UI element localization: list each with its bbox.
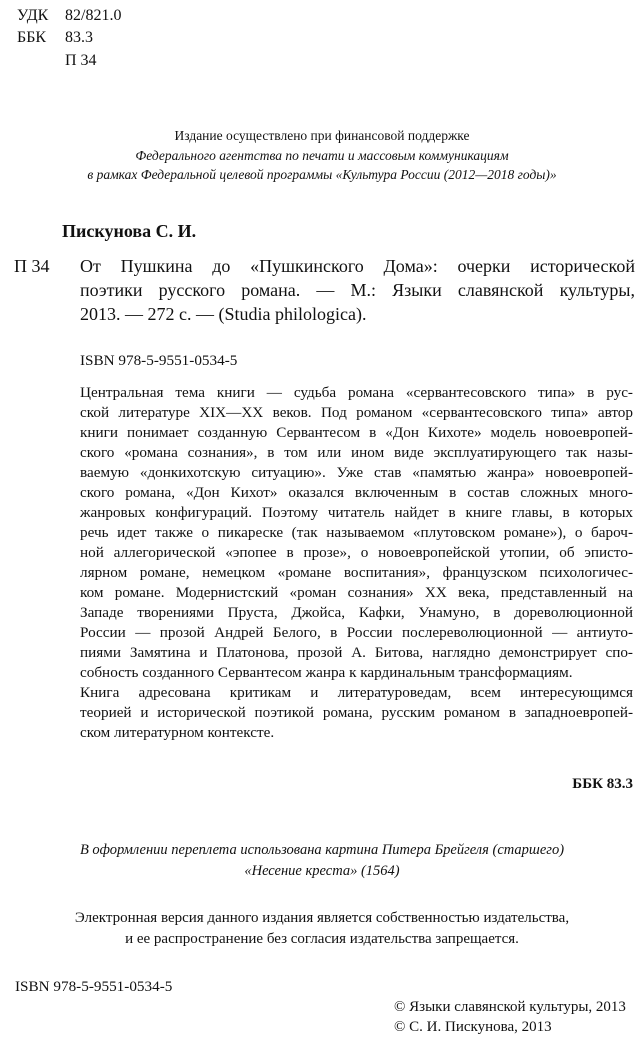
copyright-publisher: © Языки славянской культуры, 2013 bbox=[394, 999, 626, 1015]
sponsor-line-3: в рамках Федеральной целевой программы «Культура России (2012—2018 годы)» bbox=[87, 167, 557, 182]
annotation-line: Центральная тема книги — судьба романа «сервантесовского типа» в рус- bbox=[80, 384, 633, 401]
bibliography-entry bbox=[80, 254, 635, 326]
annotation-line: Западе творениями Пруста, Джойса, Кафки, Унамуно, в дореволюционной bbox=[80, 604, 633, 621]
bibliography-line: 2013. — 272 с. — (Studia philologica). bbox=[80, 304, 367, 324]
annotation-line: ваемую «донкихотскую ситуацию». Уже став «памятью жанра» новоевропей- bbox=[80, 464, 633, 481]
annotation-line: ской литературе XIX—XX веков. Под романом «сервантесовского типа» автор bbox=[80, 404, 633, 421]
bbk-footer: ББК 83.3 bbox=[572, 776, 633, 792]
annotation-line: теорией и исторической поэтикой романа, русским романом в западноевропей- bbox=[80, 704, 633, 721]
udk-value: 82/821.0 bbox=[65, 7, 122, 24]
annotation-line: книги понимает созданную Сервантесом в «Дон Кихоте» модель новоевропей- bbox=[80, 424, 633, 441]
cover-note-line-1: В оформлении переплета использована картина Питера Брейгеля (старшего) bbox=[79, 842, 565, 858]
bbk-label: ББК bbox=[17, 29, 47, 46]
author-name: Пискунова С. И. bbox=[62, 221, 197, 241]
annotation-line: собность созданного Сервантесом жанра к кардинальным трансформациям. bbox=[80, 664, 573, 681]
bibliography-mark: П 34 bbox=[14, 256, 50, 276]
bibliography-line: От Пушкина до «Пушкинского Дома»: очерки исторической bbox=[80, 256, 635, 276]
annotation-line: речь идет также о пикареске (так называемом «плутовском романе»), о бароч- bbox=[80, 524, 633, 541]
annotation-line: ком романе. Модернистский «роман сознания» XX века, представленный на bbox=[80, 584, 633, 601]
sponsor-line-2: Федерального агентства по печати и массовым коммуникациям bbox=[135, 148, 509, 163]
isbn-footer: ISBN 978-5-9551-0534-5 bbox=[15, 978, 173, 995]
annotation-line: ского романа, «Дон Кихот» оказался включенным в состав сложных много- bbox=[80, 484, 633, 501]
annotation-line: России — прозой Андрей Белого, в России послереволюционной — антиуто- bbox=[80, 624, 633, 641]
annotation-line: пиями Замятина и Платонова, прозой А. Битова, наглядно демонстрирует спо- bbox=[80, 644, 633, 661]
annotation-line: жанровых конфигураций. Поэтому читатель найдет в книге главы, в которых bbox=[80, 504, 633, 521]
bibliography-line: поэтики русского романа. — М.: Языки славянской культуры, bbox=[80, 280, 635, 300]
annotation-line: ском литературном контексте. bbox=[80, 724, 275, 741]
cover-note-line-2: «Несение креста» (1564) bbox=[244, 863, 400, 879]
udk-label: УДК bbox=[17, 7, 49, 24]
notice-line-1: Электронная версия данного издания является собственностью издательства, bbox=[74, 910, 570, 926]
sponsor-line-1: Издание осуществлено при финансовой поддержке bbox=[174, 128, 470, 143]
annotation-line: Книга адресована критикам и литературоведам, всем интересующимся bbox=[80, 684, 633, 701]
annotation bbox=[80, 383, 633, 743]
annotation-line: ной аллегорической «эпопее в прозе», о новоевропейской утопии, об эписто- bbox=[80, 544, 633, 561]
annotation-line: лярном романе, немецком «романе воспитания», французском психологичес- bbox=[80, 564, 633, 581]
notice-line-2: и ее распространение без согласия издательства запрещается. bbox=[125, 931, 519, 947]
isbn: ISBN 978-5-9551-0534-5 bbox=[80, 352, 238, 369]
author-mark: П 34 bbox=[65, 52, 97, 69]
annotation-line: ского «романа сознания», в том или ином виде эксплуатирующего так назы- bbox=[80, 444, 633, 461]
copyright-author: © С. И. Пискунова, 2013 bbox=[394, 1019, 552, 1035]
bbk-value: 83.3 bbox=[65, 29, 93, 46]
